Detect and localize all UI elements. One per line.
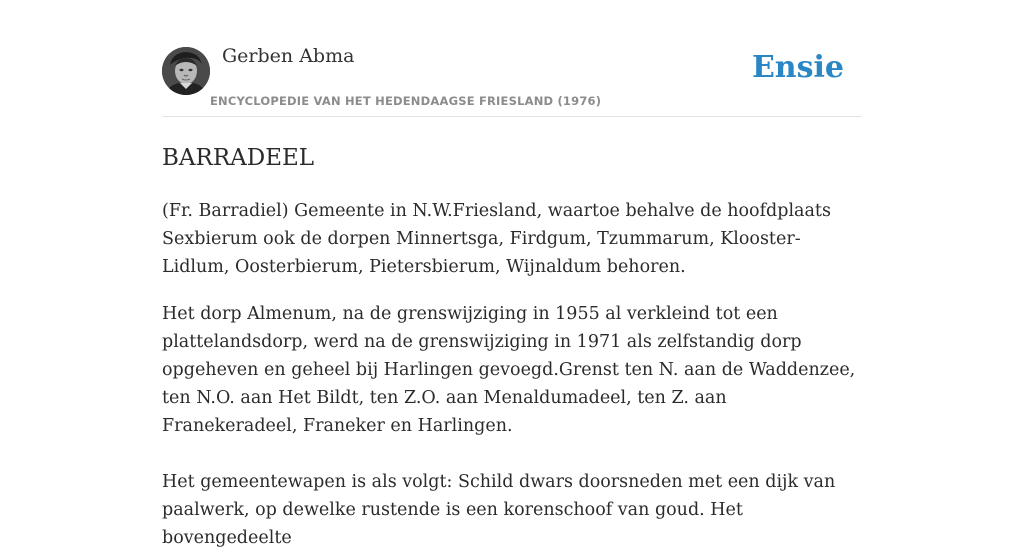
article-page [162,0,862,552]
source-title[interactable]: ENCYCLOPEDIE VAN HET HEDENDAAGSE FRIESLAND (1976) [210,94,602,108]
paragraph-borders: Het dorp Almenum, na de grenswijziging in 1955 al verkleind tot een plattelandsdorp, werd na de grenswijziging in 1971 als zelfstandig dorp opgeheven en geheel bij Harlingen gevoegd.Grenst ten N. aan de Waddenzee, ten N.O. aan Het Bildt, ten Z.O. aan Menaldumadeel, ten Z. aan Franekeradeel, Franeker en Harlingen. [162,304,856,436]
paragraph-intro: (Fr. Barradiel) Gemeente in N.W.Friesland, waartoe behalve de hoofdplaats Sexbierum ook de dorpen Minnertsga, Firdgum, Tzummarum, Klooster-Lidlum, Oosterbierum, Pietersbierum, Wijnaldum behoren. [162,201,831,277]
author-name[interactable]: Gerben Abma [222,45,355,67]
article-header [162,0,862,117]
ensie-logo[interactable]: Ensie [751,50,844,85]
paragraph-coat-of-arms: Het gemeentewapen is als volgt: Schild dwars doorsneden met een dijk van paalwerk, op dewelke rustende is een korenschoof van goud. Het bovengedeelte [162,472,836,548]
entry-title: BARRADEEL [162,145,315,171]
avatar[interactable] [162,47,210,95]
author-portrait-icon [162,47,210,95]
